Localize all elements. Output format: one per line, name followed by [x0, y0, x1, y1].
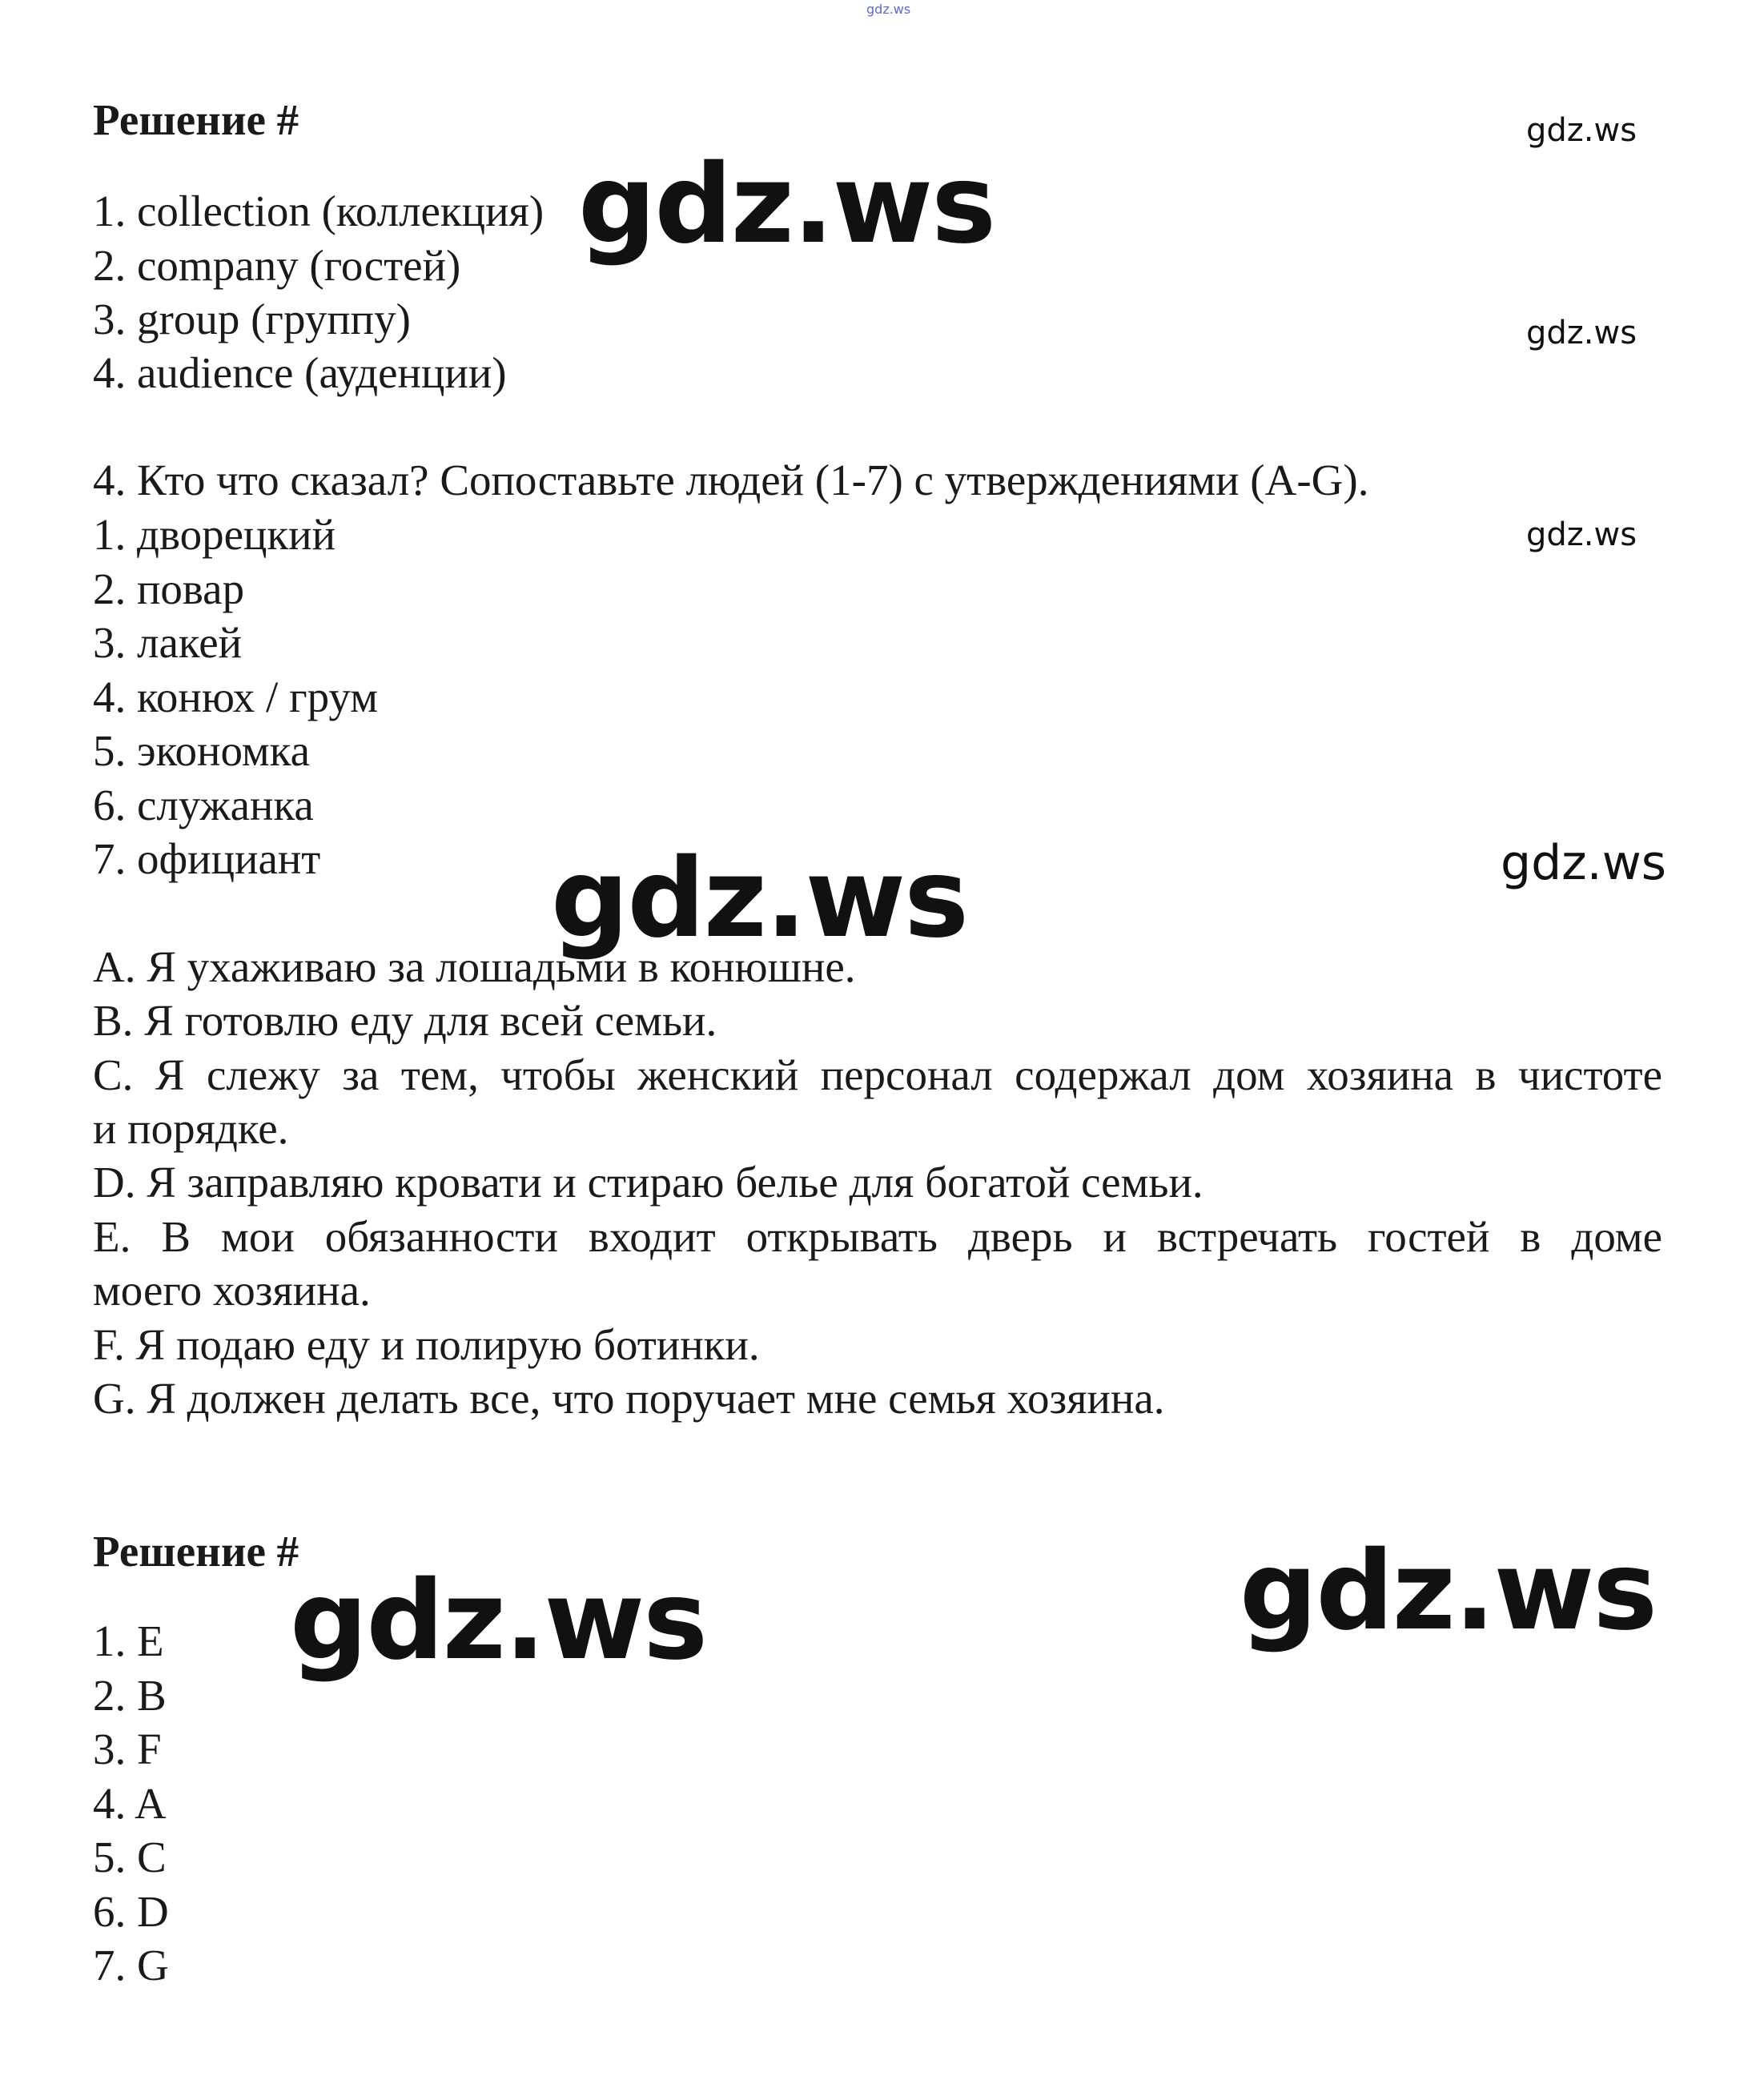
solution1-item-2: 2. company (гостей) — [93, 241, 461, 290]
answer-item-5: 5. C — [93, 1833, 167, 1881]
top-watermark: gdz.ws — [866, 2, 911, 17]
statement-a: A. Я ухаживаю за лошадьми в конюшне. — [93, 942, 856, 991]
person-item-1: 1. дворецкий — [93, 510, 336, 559]
solution1-item-1: 1. collection (коллекция) — [93, 187, 544, 235]
statement-b: B. Я готовлю еду для всей семьи. — [93, 996, 717, 1045]
statement-g: G. Я должен делать все, что поручает мне семья хозяина. — [93, 1374, 1165, 1423]
person-item-2: 2. повар — [93, 564, 245, 613]
statement-c-line2: и порядке. — [93, 1104, 289, 1153]
person-item-4: 4. конюх / грум — [93, 673, 378, 721]
statement-d: D. Я заправляю кровати и стираю белье для богатой семьи. — [93, 1158, 1203, 1207]
watermark-small-3: gdz.ws — [1526, 516, 1637, 553]
person-item-3: 3. лакей — [93, 618, 243, 667]
watermark-small-1: gdz.ws — [1526, 112, 1637, 149]
answer-item-7: 7. G — [93, 1941, 169, 1990]
solution-heading-1: Решение # — [93, 95, 299, 144]
watermark-large-4: gdz.ws — [1240, 1528, 1657, 1655]
watermark-medium: gdz.ws — [1501, 835, 1667, 891]
solution-heading-2: Решение # — [93, 1527, 299, 1576]
statement-e-line2: моего хозяина. — [93, 1266, 371, 1315]
person-item-6: 6. служанка — [93, 781, 314, 829]
person-item-5: 5. экономка — [93, 726, 311, 775]
solution1-item-4: 4. audience (ауденции) — [93, 348, 507, 397]
task-prompt: 4. Кто что сказал? Сопоставьте людей (1-7) с утверждениями (A-G). — [93, 456, 1369, 504]
answer-item-4: 4. A — [93, 1779, 167, 1828]
answer-item-1: 1. E — [93, 1616, 164, 1665]
answer-item-3: 3. F — [93, 1725, 162, 1773]
answer-item-6: 6. D — [93, 1887, 169, 1936]
watermark-large-2: gdz.ws — [551, 836, 968, 962]
answer-item-2: 2. B — [93, 1671, 167, 1720]
statement-f: F. Я подаю еду и полирую ботинки. — [93, 1320, 760, 1369]
statement-c-line1: C. Я слежу за тем, чтобы женский персонал содержал дом хозяина в чистоте — [93, 1050, 1662, 1099]
statement-e-line1: E. В мои обязанности входит открывать дверь и встречать гостей в доме — [93, 1212, 1662, 1261]
watermark-large-1: gdz.ws — [578, 142, 995, 268]
watermark-small-2: gdz.ws — [1526, 315, 1637, 351]
solution1-item-3: 3. group (группу) — [93, 295, 411, 343]
watermark-large-3: gdz.ws — [290, 1558, 707, 1684]
person-item-7: 7. официант — [93, 834, 321, 883]
